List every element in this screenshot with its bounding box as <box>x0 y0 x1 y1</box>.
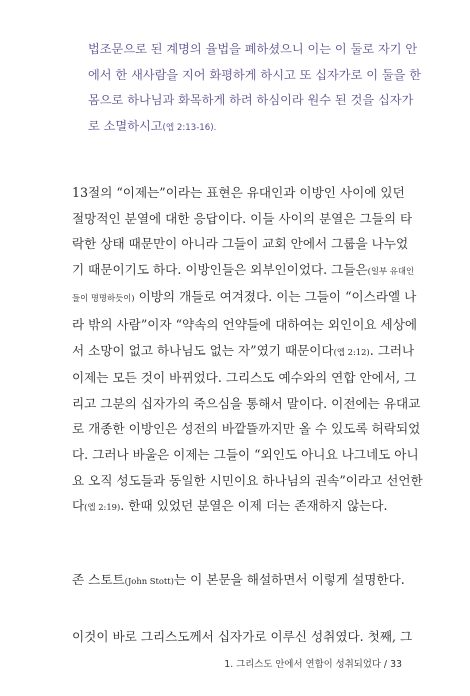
page-footer: 1. 그리스도 안에서 연합이 성취되었다 / 33 <box>224 659 402 670</box>
paragraph-line: 13절의 “이제는”이라는 표현은 유대인과 이방인 사이에 있던 <box>72 185 405 200</box>
quote-line: 에서 한 새사람을 지어 화평하게 하시고 또 십자가로 이 둘을 한 <box>88 67 422 82</box>
paragraph-line: 다. 그러나 바울은 이제는 그들이 “외인도 아니요 나그네도 아니 <box>72 446 419 462</box>
paragraph-line: 리고 그분의 십자가의 죽으심을 통해서 말이다. 이전에는 유대교 <box>72 395 421 411</box>
line-text: . 그러나 <box>369 342 415 358</box>
quote-line-last <box>88 114 406 142</box>
inline-note: 들이 명명하듯이) <box>72 293 135 304</box>
line-text: . 한때 있었던 분열은 이제 더는 존재하지 않는다. <box>120 498 388 514</box>
line-text: 다 <box>72 498 85 514</box>
paragraph-line: 라 밖의 사람”이자 “약속의 언약들에 대하여는 외인이요 세상에 <box>72 316 418 332</box>
quote-line: 법조문으로 된 계명의 율법을 폐하셨으니 이는 이 둘로 자기 안 <box>88 42 418 56</box>
line-text: 존 스토트 <box>72 572 125 587</box>
paragraph-line: 이제는 모든 것이 바뀌었다. 그리스도 예수와의 연합 안에서, 그 <box>72 370 417 386</box>
quote-text: 로 소멸하시고 <box>88 118 163 133</box>
paragraph-line: 요 오직 성도들과 동일한 시민이요 하나님의 권속”이라고 선언한 <box>72 472 423 488</box>
main-paragraph <box>72 180 423 521</box>
inline-note: (일부 유대인 <box>367 265 415 276</box>
stott-quote-paragraph: 이것이 바로 그리스도께서 십자가로 이루신 성취였다. 첫째, 그 <box>72 629 413 644</box>
line-text: 는 이 본문을 해설하면서 이렇게 설명한다. <box>173 572 405 587</box>
paragraph-line: 락한 상태 때문만이 아니라 그들이 교회 안에서 그룹을 나누었 <box>72 236 409 252</box>
paragraph-line <box>72 257 415 285</box>
quote-line: 몸으로 하나님과 화목하게 하려 하심이라 원수 된 것을 십자가 <box>88 93 414 107</box>
stott-intro-paragraph <box>72 567 405 595</box>
inline-citation: (엡 2:12) <box>333 346 370 357</box>
paragraph-line <box>72 493 402 521</box>
paragraph-line: 로 개종한 이방인은 성전의 바깥뜰까지만 올 수 있도록 허락되었 <box>72 421 421 437</box>
line-text: 이방의 개들로 여겨졌다. 이는 그들이 “이스라엘 나 <box>134 289 417 305</box>
inline-citation: (엡 2:19) <box>84 502 121 513</box>
paragraph-line <box>72 338 415 366</box>
paragraph-line: 절망적인 분열에 대한 응답이다. 이들 사이의 분열은 그들의 타 <box>72 210 413 226</box>
line-text: 서 소망이 없고 하나님도 없는 자”였기 때문이다 <box>72 342 334 358</box>
quote-citation: (엡 2:13-16). <box>162 122 217 133</box>
paragraph-line <box>72 284 417 312</box>
scripture-quote <box>88 37 422 141</box>
line-text: 기 때문이기도 하다. 이방인들은 외부인이었다. 그들은 <box>72 261 368 277</box>
author-name-english: (John Stott) <box>124 576 174 586</box>
